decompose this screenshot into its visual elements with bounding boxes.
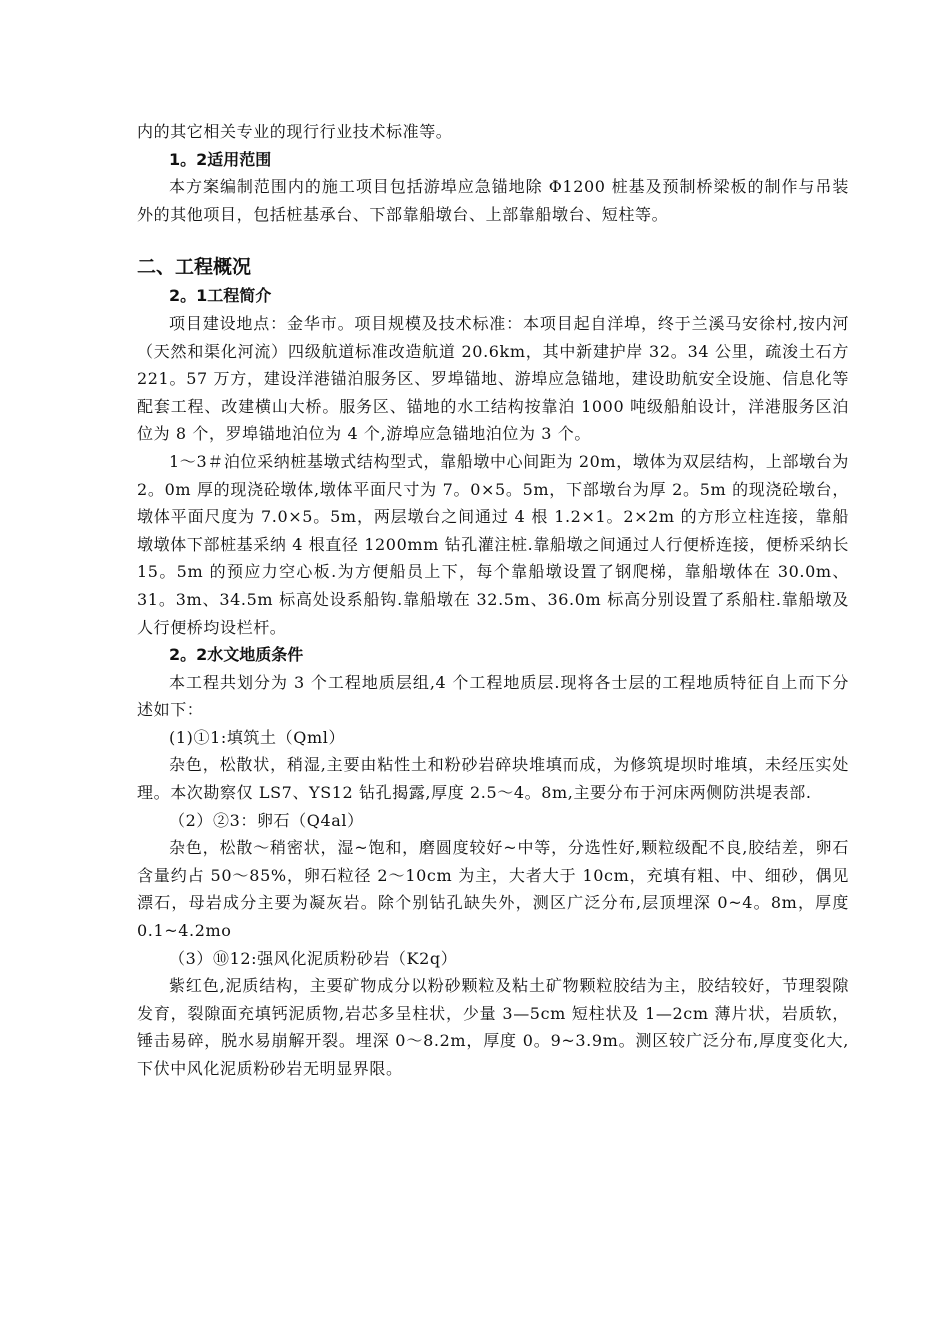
paragraph-continuation: 内的其它相关专业的现行行业技术标准等。	[137, 122, 453, 141]
paragraph-layer-1-title: (1)①1:填筑土（Qml）	[169, 727, 346, 747]
paragraph-layer-3-title: （3）⑩12:强风化泥质粉砂岩（K2q）	[169, 948, 458, 968]
heading-section-2: 二、工程概况	[137, 256, 252, 279]
paragraph-geology-intro: 本工程共划分为 3 个工程地质层组,4 个工程地质层.现将各士层的工程地质特征自上而下分述如下：	[137, 672, 849, 720]
paragraph-berth-structure: 1～3＃泊位采纳桩基墩式结构型式，靠船墩中心间距为 20m，墩体为双层结构，上部墩台为 2。0m 厚的现浇砼墩体,墩体平面尺寸为 7。0×5。5m，下部墩台为厚 2。5m 的现浇砼墩台，墩体平面尺度为 7.0×5。5m，两层墩台之间通过 4 根 1.2×1。2×2m 的方形立柱连接，靠船墩墩体下部桩基采纳 4 根直径 1200mm 钻孔灌注桩.靠船墩之间通过人行便桥连接，便桥采纳长 15。5m 的预应力空心板.为方便船员上下，每个靠船墩设置了钢爬梯，靠船墩体在 30.0m、31。3m、34.5m 标高处设系船钩.靠船墩在 32.5m、36.0m 标高分别设置了系船柱.靠船墩及人行便桥均设栏杆。	[137, 451, 849, 637]
heading-2-2-hydrogeology: 2。2水文地质条件	[169, 645, 304, 665]
paragraph-layer-1-desc: 杂色，松散状，稍湿,主要由粘性土和粉砂岩碎块堆填而成，为修筑堤坝时堆填，未经压实处理。本次勘察仅 LS7、YS12 钻孔揭露,厚度 2.5～4。8m,主要分布于河床两侧防洪堤表部.	[137, 755, 849, 803]
section-gap	[137, 228, 849, 252]
heading-1-2-scope: 1。2适用范围	[169, 149, 272, 169]
paragraph-scope: 本方案编制范围内的施工项目包括游埠应急锚地除 Φ1200 桩基及预制桥梁板的制作与吊装外的其他项目，包括桩基承台、下部靠船墩台、上部靠船墩台、短柱等。	[137, 177, 849, 224]
document-page	[137, 118, 849, 1083]
paragraph-layer-2-desc: 杂色，松散～稍密状，湿~饱和，磨圆度较好~中等，分选性好,颗粒级配不良,胶结差，卵石含量约占 50～85%，卵石粒径 2～10cm 为主，大者大于 10cm，充填有粗、中、细砂，偶见漂石，母岩成分主要为凝灰岩。除个别钻孔缺失外，测区广泛分布,层顶埋深 0~4。8m，厚度 0.1~4.2mo	[137, 838, 849, 941]
paragraph-layer-3-desc: 紫红色,泥质结构，主要矿物成分以粉砂颗粒及粘土矿物颗粒胶结为主，胶结较好，节理裂隙发育，裂隙面充填钙泥质物,岩芯多呈柱状，少量 3—5cm 短柱状及 1—2cm 薄片状，岩质软，锤击易碎，脱水易崩解开裂。埋深 0～8.2m，厚度 0。9~3.9m。测区较广泛分布,厚度变化大,下伏中风化泥质粉砂岩无明显界限。	[137, 976, 849, 1078]
heading-2-1-intro: 2。1工程简介	[169, 286, 272, 306]
paragraph-layer-2-title: （2）②3：卵石（Q4al）	[169, 810, 364, 830]
paragraph-project-intro: 项目建设地点：金华市。项目规模及技术标准：本项目起自洋埠，终于兰溪马安徐村,按内河（天然和渠化河流）四级航道标准改造航道 20.6km，其中新建护岸 32。34 公里，疏浚土石方 221。57 万方，建设洋港锚泊服务区、罗埠锚地、游埠应急锚地，建设助航安全设施、信息化等配套工程、改建横山大桥。服务区、锚地的水工结构按靠泊 1000 吨级船舶设计，洋港服务区泊位为 8 个，罗埠锚地泊位为 4 个,游埠应急锚地泊位为 3 个。	[137, 313, 849, 444]
